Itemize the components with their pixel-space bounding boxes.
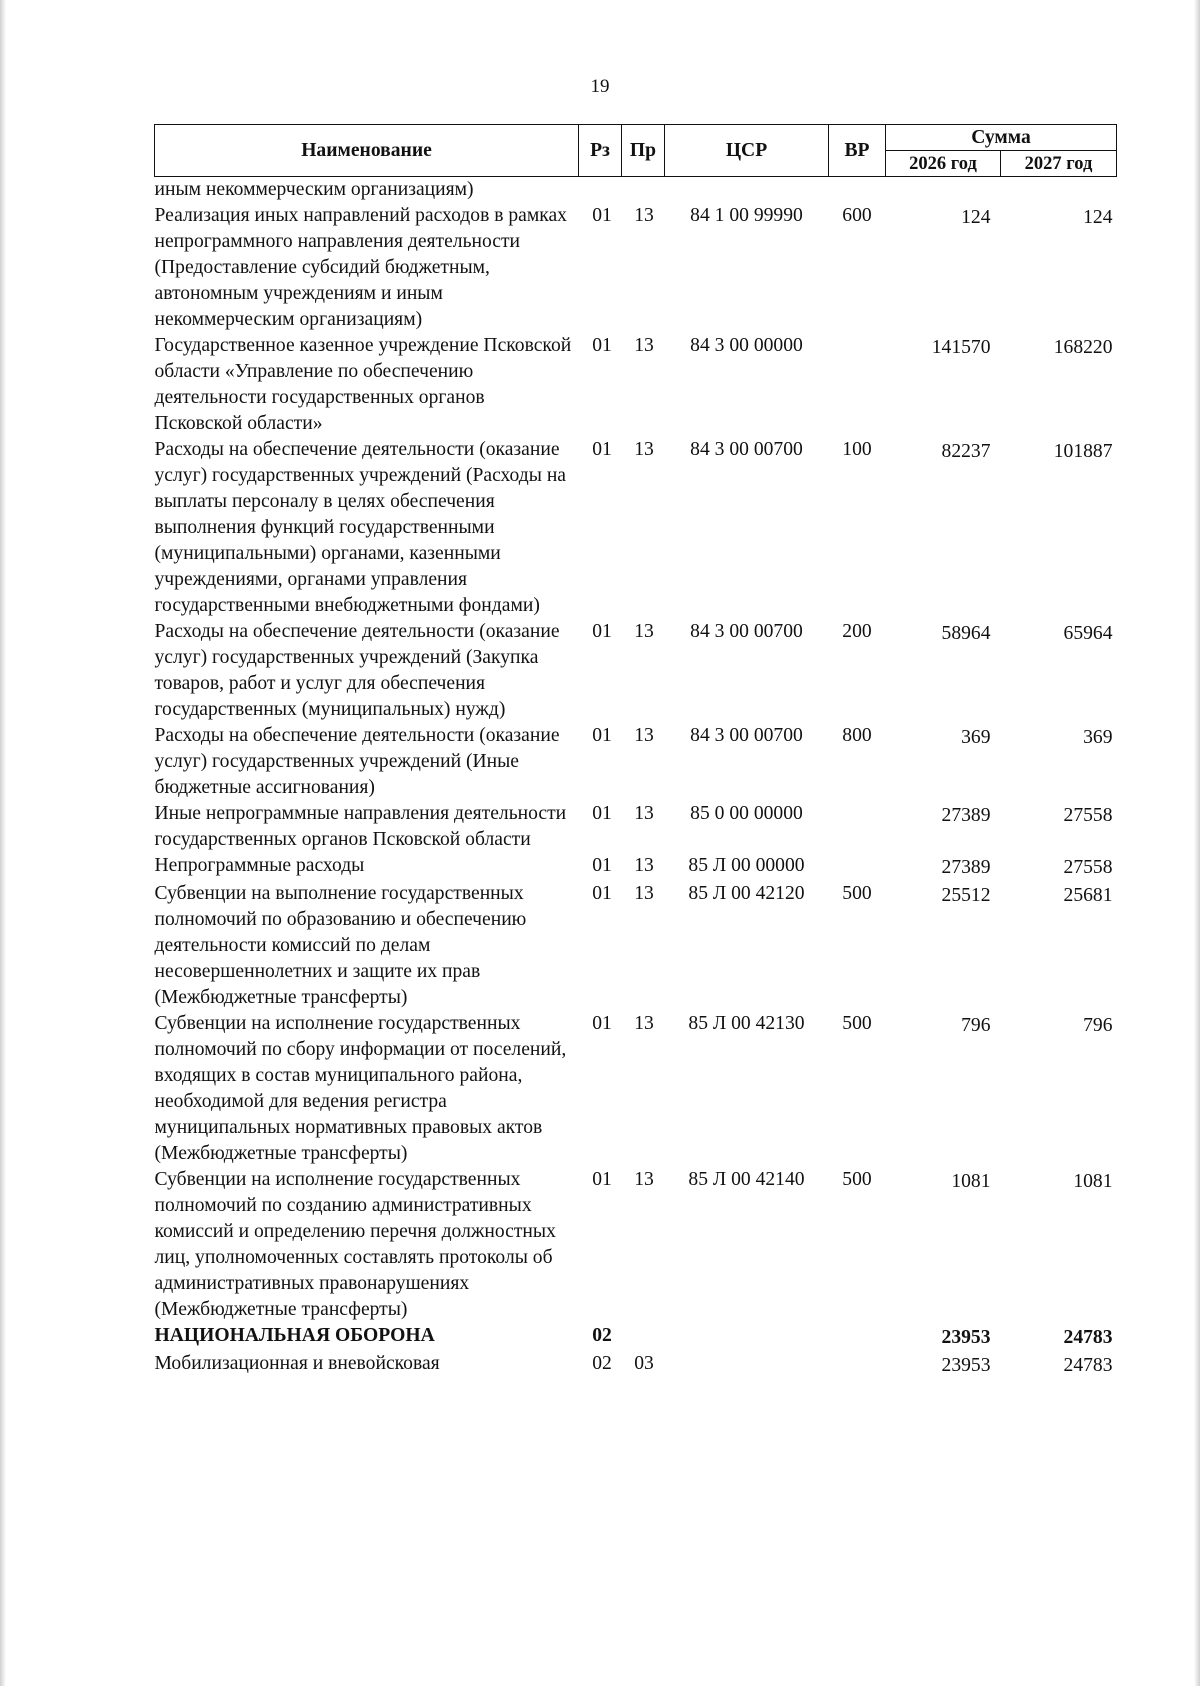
- row-name: Реализация иных направлений расходов в рамках непрограммного направления деятельности (Предоставление субсидий бюджетным, автономным учреждениям и иным некоммерческим организациям): [154, 205, 567, 330]
- row-csr: 84 3 00 00700: [690, 439, 803, 460]
- row-sum-2026: 23953: [941, 1355, 991, 1376]
- row-name: Субвенции на исполнение государственных полномочий по сбору информации от поселений, входящих в состав муниципального района, необходимой для ведения регистра муниципальных нормативных правовых актов (Межбюджетные трансферты): [154, 1013, 567, 1164]
- header-year-2027: 2027 год: [1001, 151, 1117, 177]
- table-row: [155, 1323, 1117, 1351]
- row-pr: 13: [634, 725, 654, 746]
- row-vr: 500: [842, 883, 872, 904]
- row-rz: 02: [592, 1325, 612, 1346]
- row-sum-2026: 23953: [941, 1327, 991, 1348]
- row-name: Непрограммные расходы: [154, 855, 365, 876]
- row-sum-2026: 124: [961, 207, 991, 228]
- table-row: [155, 177, 1117, 204]
- row-sum-2027: 24783: [1063, 1355, 1113, 1376]
- table-row: [155, 801, 1117, 853]
- row-csr: 85 Л 00 42140: [688, 1169, 805, 1190]
- row-csr: 84 3 00 00000: [690, 335, 803, 356]
- row-pr: [622, 1323, 665, 1351]
- row-sum-2027: 124: [1083, 207, 1113, 228]
- table-row: [155, 203, 1117, 333]
- header-rz: Рз: [579, 125, 622, 177]
- table-row: [155, 1167, 1117, 1323]
- row-csr: 85 Л 00 42120: [688, 883, 805, 904]
- row-rz: [579, 177, 622, 204]
- row-rz: 01: [592, 855, 612, 876]
- row-sum-2027: 369: [1083, 727, 1113, 748]
- row-pr: [622, 177, 665, 204]
- row-vr: [829, 801, 886, 853]
- row-pr: 13: [634, 621, 654, 642]
- table-row: [155, 333, 1117, 437]
- row-sum-2026: 369: [961, 727, 991, 748]
- row-name: Иные непрограммные направления деятельности государственных органов Псковской области: [154, 803, 567, 850]
- row-csr: [665, 1351, 829, 1379]
- row-sum-2027: 25681: [1063, 885, 1113, 906]
- table-row: [155, 723, 1117, 801]
- row-sum-2027: 1081: [1073, 1171, 1113, 1192]
- row-sum-2026: 1081: [951, 1171, 991, 1192]
- row-rz: 01: [592, 439, 612, 460]
- row-sum-2026: [886, 177, 1001, 204]
- row-sum-2027: 101887: [1053, 441, 1113, 462]
- header-year-2026: 2026 год: [886, 151, 1001, 177]
- row-pr: 13: [634, 1013, 654, 1034]
- row-rz: 02: [592, 1353, 612, 1374]
- row-csr: 84 1 00 99990: [690, 205, 803, 226]
- row-pr: 13: [634, 803, 654, 824]
- table-header: [155, 125, 1117, 177]
- row-vr: 500: [842, 1013, 872, 1034]
- row-name: иным некоммерческим организациям): [154, 179, 474, 200]
- row-sum-2027: 796: [1083, 1015, 1113, 1036]
- row-pr: 13: [634, 439, 654, 460]
- table-body: [155, 177, 1117, 1380]
- table-row: [155, 1011, 1117, 1167]
- row-pr: 13: [634, 335, 654, 356]
- row-sum-2027: 65964: [1063, 623, 1113, 644]
- row-name: Расходы на обеспечение деятельности (оказание услуг) государственных учреждений (Иные бюджетные ассигнования): [154, 725, 560, 798]
- row-csr: 85 Л 00 42130: [688, 1013, 805, 1034]
- header-vr: ВР: [829, 125, 886, 177]
- row-csr: 85 Л 00 00000: [688, 855, 805, 876]
- row-csr: [665, 177, 829, 204]
- row-sum-2026: 141570: [931, 337, 991, 358]
- table-row: [155, 853, 1117, 881]
- table-row: [155, 1351, 1117, 1379]
- row-vr: [829, 333, 886, 437]
- row-pr: 13: [634, 1169, 654, 1190]
- row-name: Расходы на обеспечение деятельности (оказание услуг) государственных учреждений (Расходы на выплаты персоналу в целях обеспечения выполнения функций государственными (муниципальными) органами, казенными учреждениями, органами управления государственными внебюджетными фондами): [154, 439, 567, 616]
- header-name: Наименование: [155, 125, 579, 177]
- scan-edge-right: [1194, 0, 1200, 1686]
- header-pr: Пр: [622, 125, 665, 177]
- row-vr: [829, 177, 886, 204]
- budget-table: [154, 124, 1117, 1379]
- row-sum-2027: 168220: [1053, 337, 1113, 358]
- row-rz: 01: [592, 1013, 612, 1034]
- scan-edge-left: [0, 0, 6, 1686]
- row-sum-2026: 25512: [941, 885, 991, 906]
- header-sum: Сумма: [886, 125, 1117, 151]
- row-pr: 03: [634, 1353, 654, 1374]
- row-csr: 84 3 00 00700: [690, 725, 803, 746]
- row-sum-2026: 58964: [941, 623, 991, 644]
- row-vr: 200: [842, 621, 872, 642]
- page-number: 19: [590, 76, 610, 97]
- row-name: Мобилизационная и вневойсковая: [154, 1353, 440, 1374]
- row-name: Государственное казенное учреждение Псковской области «Управление по обеспечению деятельности государственных органов Псковской области»: [154, 335, 572, 434]
- table-row: [155, 437, 1117, 619]
- row-vr: [829, 853, 886, 881]
- row-name: Расходы на обеспечение деятельности (оказание услуг) государственных учреждений (Закупка товаров, работ и услуг для обеспечения государственных (муниципальных) нужд): [154, 621, 560, 720]
- row-name: НАЦИОНАЛЬНАЯ ОБОРОНА: [154, 1325, 435, 1346]
- row-vr: [829, 1351, 886, 1379]
- row-vr: [829, 1323, 886, 1351]
- row-rz: 01: [592, 1169, 612, 1190]
- row-sum-2026: 796: [961, 1015, 991, 1036]
- row-sum-2027: 27558: [1063, 857, 1113, 878]
- row-sum-2027: 24783: [1063, 1327, 1113, 1348]
- row-sum-2026: 82237: [941, 441, 991, 462]
- row-sum-2026: 27389: [941, 805, 991, 826]
- row-vr: 800: [842, 725, 872, 746]
- row-rz: 01: [592, 335, 612, 356]
- row-rz: 01: [592, 621, 612, 642]
- row-csr: 85 0 00 00000: [690, 803, 803, 824]
- row-vr: 600: [842, 205, 872, 226]
- row-rz: 01: [592, 883, 612, 904]
- row-pr: 13: [634, 883, 654, 904]
- row-csr: [665, 1323, 829, 1351]
- row-rz: 01: [592, 205, 612, 226]
- table-row: [155, 881, 1117, 1011]
- row-vr: 500: [842, 1169, 872, 1190]
- row-rz: 01: [592, 725, 612, 746]
- row-sum-2027: 27558: [1063, 805, 1113, 826]
- row-pr: 13: [634, 855, 654, 876]
- row-name: Субвенции на исполнение государственных полномочий по созданию административных комиссий и определению перечня должностных лиц, уполномоченных составлять протоколы об административных правонарушениях (Межбюджетные трансферты): [154, 1169, 556, 1320]
- row-sum-2026: 27389: [941, 857, 991, 878]
- row-pr: 13: [634, 205, 654, 226]
- row-csr: 84 3 00 00700: [690, 621, 803, 642]
- row-sum-2027: [1001, 177, 1117, 204]
- table-row: [155, 619, 1117, 723]
- header-csr: ЦСР: [665, 125, 829, 177]
- row-rz: 01: [592, 803, 612, 824]
- row-name: Субвенции на выполнение государственных полномочий по образованию и обеспечению деятельности комиссий по делам несовершеннолетних и защите их прав (Межбюджетные трансферты): [154, 883, 527, 1008]
- row-vr: 100: [842, 439, 872, 460]
